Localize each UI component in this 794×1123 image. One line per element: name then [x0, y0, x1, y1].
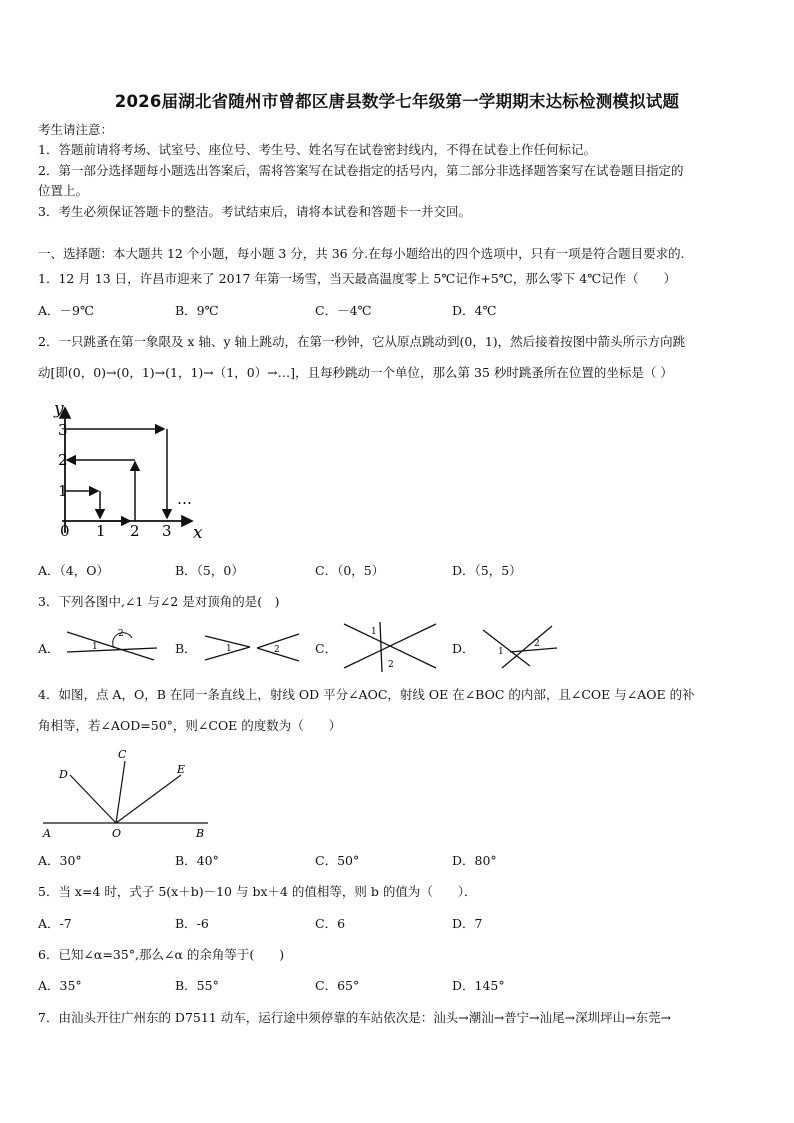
- q3-option-a: A．: [38, 641, 60, 656]
- question-4-line1: 4．如图，点 A，O，B 在同一条直线上，射线 OD 平分∠AOC，射线 OE 在∠BOC 的内部，且∠COE 与∠AOE 的补: [38, 687, 695, 702]
- y-tick-label: 1: [58, 482, 68, 500]
- question-4-line2: 角相等，若∠AOD=50°，则∠COE 的度数为（ ）: [38, 718, 342, 733]
- q4-option-a: A．30°: [38, 853, 82, 868]
- q5-option-b: B．-6: [175, 916, 209, 931]
- q6-option-b: B．55°: [175, 978, 219, 993]
- q3-option-d: D．: [452, 641, 475, 656]
- q4-option-c: C．50°: [315, 853, 360, 868]
- question-1-text: 1．12 月 13 日，许昌市迎来了 2017 年第一场雪，当天最高温度零上 5℃记作+5℃，那么零下 4℃记作（ ）: [38, 271, 677, 286]
- notice-item: 1．答题前请将考场、试室号、座位号、考生号、姓名写在试卷密封线内，不得在试卷上作任何标记。: [38, 142, 596, 157]
- svg-text:2: 2: [534, 639, 540, 649]
- q3-option-c: C．: [315, 641, 338, 656]
- svg-text:1: 1: [226, 644, 232, 654]
- q2-option-a: A．（4，O）: [38, 563, 109, 578]
- section-heading: 一、选择题：本大题共 12 个小题，每小题 3 分，共 36 分.在每小题给出的四个选项中，只有一项是符合题目要求的.: [38, 246, 685, 261]
- q5-option-d: D．7: [452, 916, 483, 931]
- x-axis-label: x: [193, 523, 203, 543]
- q1-option-c: C．－4℃: [315, 303, 372, 318]
- q6-option-d: D．145°: [452, 978, 505, 993]
- svg-text:D: D: [59, 768, 68, 781]
- x-tick-label: 1: [96, 522, 106, 540]
- origin-label: 0: [60, 522, 70, 540]
- q2-option-b: B．（5，0）: [175, 563, 244, 578]
- question-3-text: 3．下列各图中,∠1 与∠2 是对顶角的是( ): [38, 594, 280, 609]
- q4-angle-figure: [38, 745, 218, 840]
- q3-figure-a: [62, 622, 162, 672]
- q3-option-b: B．: [175, 641, 197, 656]
- q1-option-a: A．－9℃: [38, 303, 94, 318]
- y-axis-label: y: [54, 399, 64, 419]
- svg-text:2: 2: [274, 645, 280, 655]
- q4-option-d: D．80°: [452, 853, 497, 868]
- q5-option-c: C．6: [315, 916, 346, 931]
- q6-option-a: A．35°: [38, 978, 82, 993]
- question-2-line2: 动[即(0，0)→(0，1)→(1，1)→（1，0）→…]，且每秒跳动一个单位，那么第 35 秒时跳蚤所在位置的坐标是（ ）: [38, 365, 673, 380]
- svg-text:1: 1: [371, 627, 377, 637]
- q1-option-b: B．9℃: [175, 303, 219, 318]
- notice-item: 2．第一部分选择题每小题选出答案后，需将答案写在试卷指定的括号内，第二部分非选择题答案写在试卷题目指定的: [38, 163, 684, 178]
- y-tick-label: 2: [58, 451, 68, 469]
- question-2-line1: 2．一只跳蚤在第一象限及 x 轴、y 轴上跳动，在第一秒钟，它从原点跳动到(0，1)，然后接着按图中箭头所示方向跳: [38, 334, 686, 349]
- q5-option-a: A．-7: [38, 916, 72, 931]
- svg-text:2: 2: [388, 660, 394, 670]
- q3-figure-c: [340, 620, 440, 674]
- q1-option-d: D．4℃: [452, 303, 497, 318]
- x-tick-label: 2: [130, 522, 140, 540]
- svg-text:2: 2: [118, 629, 124, 639]
- svg-text:1: 1: [92, 642, 98, 652]
- question-5-text: 5．当 x=4 时，式子 5(x＋b)－10 与 bx＋4 的值相等，则 b 的值为（ ）．: [38, 884, 477, 899]
- svg-text:B: B: [196, 827, 205, 840]
- svg-text:C: C: [118, 748, 127, 761]
- question-6-text: 6．已知∠α=35°,那么∠α 的余角等于( ): [38, 947, 285, 962]
- exam-title: 2026届湖北省随州市曾都区唐县数学七年级第一学期期末达标检测模拟试题: [114, 92, 680, 111]
- ellipsis-label: …: [177, 490, 192, 508]
- q6-option-c: C．65°: [315, 978, 360, 993]
- q4-option-b: B．40°: [175, 853, 219, 868]
- svg-text:A: A: [43, 827, 51, 840]
- x-tick-label: 3: [162, 522, 172, 540]
- q3-figure-d: [480, 622, 560, 672]
- q2-option-d: D．（5，5）: [452, 563, 522, 578]
- notice-item: 位置上。: [38, 183, 89, 198]
- svg-text:O: O: [112, 827, 122, 840]
- notice-item: 3．考生必须保证答题卡的整洁。考试结束后，请将本试卷和答题卡一并交回。: [38, 204, 471, 219]
- svg-text:1: 1: [498, 647, 504, 657]
- svg-text:E: E: [177, 763, 186, 776]
- q2-option-c: C．（0，5）: [315, 563, 385, 578]
- question-7-text: 7．由汕头开往广州东的 D7511 动车，运行途中须停靠的车站依次是：汕头→潮汕→普宁→汕尾→深圳坪山→东莞→: [38, 1010, 672, 1025]
- q3-figure-b: [202, 628, 302, 668]
- q2-jump-figure: [40, 398, 220, 548]
- y-tick-label: 3: [58, 421, 68, 439]
- notice-header: 考生请注意：: [38, 122, 114, 137]
